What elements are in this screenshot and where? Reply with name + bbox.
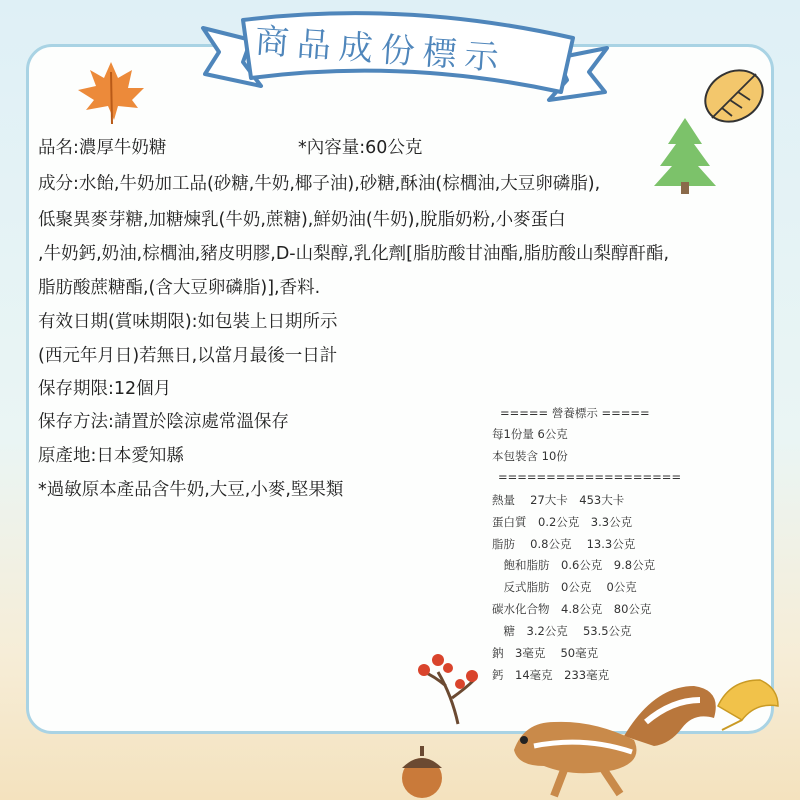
nutrition-divider: ===================: [498, 470, 682, 484]
ginkgo-leaf-icon: [712, 676, 782, 732]
nutrition-row: 蛋白質 0.2公克 3.3公克: [492, 515, 633, 529]
nutrition-row: 反式脂肪 0公克 0公克: [492, 580, 637, 594]
serving-size: 每1份量 6公克: [492, 427, 568, 441]
servings-per-pack: 本包裝含 10份: [492, 449, 568, 463]
acorn-icon: [396, 742, 448, 800]
shelf-life: 保存期限:12個月: [38, 379, 172, 399]
country-of-origin: 原產地:日本愛知縣: [38, 446, 184, 466]
nutrition-row: 脂肪 0.8公克 13.3公克: [492, 537, 636, 551]
ingredients-line-3: ,牛奶鈣,奶油,棕櫚油,豬皮明膠,D-山梨醇,乳化劑[脂肪酸甘油酯,脂肪酸山梨醇酐酯,: [38, 244, 670, 264]
allergen-notice: *過敏原本產品含牛奶,大豆,小麥,堅果類: [38, 480, 344, 500]
nutrition-header: ===== 營養標示 =====: [500, 406, 650, 420]
pine-tree-icon: [652, 116, 718, 194]
ingredients-line-4: 脂肪酸蔗糖酯,(含大豆卵磷脂)],香料.: [38, 278, 321, 298]
berry-branch-icon: [408, 646, 488, 726]
ingredients-line-2: 低聚異麥芽糖,加糖煉乳(牛奶,蔗糖),鮮奶油(牛奶),脫脂奶粉,小麥蛋白: [38, 210, 566, 230]
product-name: 品名:濃厚牛奶糖: [38, 138, 167, 158]
nutrition-row: 鈣 14毫克 233毫克: [492, 668, 610, 682]
net-content: *內容量:60公克: [298, 138, 423, 158]
squirrel-icon: [494, 666, 724, 800]
nutrition-row: 糖 3.2公克 53.5公克: [492, 624, 632, 638]
nutrition-row: 鈉 3毫克 50毫克: [492, 646, 599, 660]
nutrition-row: 碳水化合物 4.8公克 80公克: [492, 602, 652, 616]
maple-leaf-icon: [74, 58, 148, 128]
storage-method: 保存方法:請置於陰涼處常溫保存: [38, 412, 289, 432]
page-title: 商品成份標示: [253, 21, 508, 79]
nutrition-row: 熱量 27大卡 453大卡: [492, 493, 625, 507]
expiry-line-1: 有效日期(賞味期限):如包裝上日期所示: [38, 312, 338, 332]
nutrition-row: 飽和脂肪 0.6公克 9.8公克: [492, 558, 656, 572]
ingredients-line-1: 成分:水飴,牛奶加工品(砂糖,牛奶,椰子油),砂糖,酥油(棕櫚油,大豆卵磷脂),: [38, 174, 601, 194]
expiry-line-2: (西元年月日)若無日,以當月最後一日計: [38, 346, 338, 366]
